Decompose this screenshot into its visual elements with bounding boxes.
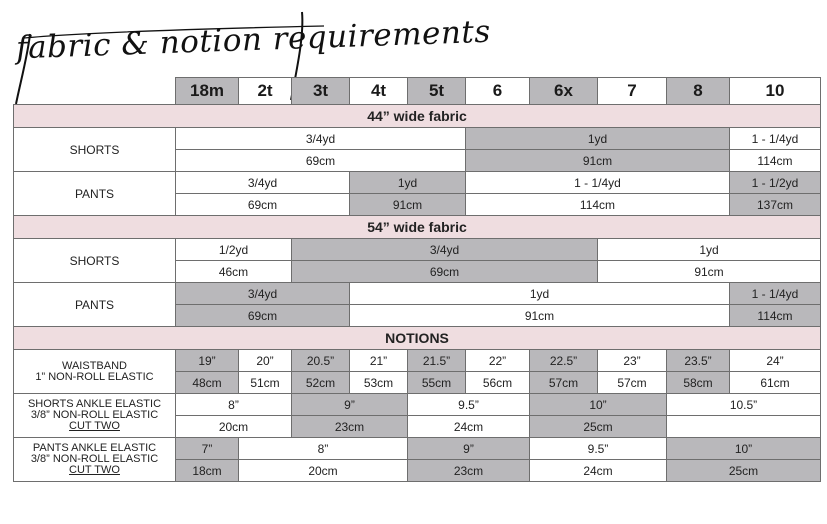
value-cell: 69cm — [176, 194, 350, 216]
row-label — [14, 283, 176, 327]
section-header-row — [14, 105, 821, 128]
value-cell: 46cm — [176, 261, 292, 283]
value-cell: 8” — [176, 394, 292, 416]
page-title: fabric & notion requirements — [15, 13, 492, 67]
row-label-line: 3/8” NON-ROLL ELASTIC — [30, 409, 159, 421]
row-label — [14, 438, 176, 482]
section-title: 44” wide fabric — [14, 105, 821, 128]
value-cell: 61cm — [730, 372, 821, 394]
row-label-line: PANTS — [74, 297, 115, 312]
value-cell: 20cm — [176, 416, 292, 438]
size-header-row — [14, 78, 821, 105]
value-cell: 1 - 1/4yd — [730, 128, 821, 150]
value-cell: 21” — [350, 350, 408, 372]
value-cell: 52cm — [292, 372, 350, 394]
value-cell: 137cm — [730, 194, 821, 216]
value-cell: 24” — [730, 350, 821, 372]
value-cell — [667, 416, 821, 438]
value-cell: 1yd — [598, 239, 821, 261]
size-header-18m: 18m — [176, 78, 239, 105]
value-cell: 20.5” — [292, 350, 350, 372]
section-header-row — [14, 216, 821, 239]
row-label-line: SHORTS ANKLE ELASTIC — [27, 398, 162, 410]
value-cell: 20” — [239, 350, 292, 372]
value-cell: 9” — [408, 438, 530, 460]
value-cell: 10” — [667, 438, 821, 460]
row-label-line: 3/8” NON-ROLL ELASTIC — [30, 453, 159, 465]
size-header-6: 6 — [466, 78, 530, 105]
row-label — [14, 172, 176, 216]
value-cell: 1 - 1/2yd — [730, 172, 821, 194]
value-cell: 3/4yd — [176, 283, 350, 305]
requirements-table — [13, 77, 821, 482]
row-label — [14, 350, 176, 394]
section-header-row — [14, 327, 821, 350]
value-cell: 23cm — [292, 416, 408, 438]
section-title: NOTIONS — [14, 327, 821, 350]
value-cell: 51cm — [239, 372, 292, 394]
size-header-2t: 2t — [239, 78, 292, 105]
row-label — [14, 239, 176, 283]
value-cell: 53cm — [350, 372, 408, 394]
value-cell: 25cm — [667, 460, 821, 482]
size-header-8: 8 — [667, 78, 730, 105]
value-cell: 24cm — [408, 416, 530, 438]
value-cell: 18cm — [176, 460, 239, 482]
value-cell: 91cm — [598, 261, 821, 283]
row-label-line: WAISTBAND — [62, 359, 127, 372]
value-cell: 23cm — [408, 460, 530, 482]
size-header-6x: 6x — [530, 78, 598, 105]
row-label-line: CUT TWO — [69, 420, 120, 432]
value-cell: 20cm — [239, 460, 408, 482]
value-cell: 48cm — [176, 372, 239, 394]
value-cell: 3/4yd — [176, 128, 466, 150]
value-cell: 1 - 1/4yd — [730, 283, 821, 305]
value-cell: 114cm — [730, 305, 821, 327]
value-cell: 58cm — [667, 372, 730, 394]
value-cell: 7” — [176, 438, 239, 460]
table-body — [14, 78, 821, 482]
row-label-line: SHORTS — [69, 142, 120, 157]
table-row — [14, 394, 821, 416]
table-row — [14, 438, 821, 460]
size-header-7: 7 — [598, 78, 667, 105]
value-cell: 1 - 1/4yd — [466, 172, 730, 194]
row-label-line: PANTS ANKLE ELASTIC — [32, 442, 157, 454]
value-cell: 23” — [598, 350, 667, 372]
value-cell: 55cm — [408, 372, 466, 394]
value-cell: 24cm — [530, 460, 667, 482]
value-cell: 21.5” — [408, 350, 466, 372]
value-cell: 9.5” — [408, 394, 530, 416]
value-cell: 69cm — [176, 150, 466, 172]
size-header-5t: 5t — [408, 78, 466, 105]
table-row — [14, 283, 821, 305]
value-cell: 22.5” — [530, 350, 598, 372]
row-label-line: PANTS — [74, 186, 115, 201]
size-header-3t: 3t — [292, 78, 350, 105]
value-cell: 19” — [176, 350, 239, 372]
table-row — [14, 350, 821, 372]
value-cell: 3/4yd — [176, 172, 350, 194]
value-cell: 57cm — [530, 372, 598, 394]
value-cell: 8” — [239, 438, 408, 460]
table-row — [14, 128, 821, 150]
header-blank-cell — [14, 78, 176, 105]
value-cell: 1yd — [350, 172, 466, 194]
value-cell: 56cm — [466, 372, 530, 394]
section-title: 54” wide fabric — [14, 216, 821, 239]
value-cell: 69cm — [176, 305, 350, 327]
value-cell: 10.5” — [667, 394, 821, 416]
row-label-line: SHORTS — [69, 253, 120, 268]
value-cell: 9” — [292, 394, 408, 416]
value-cell: 22” — [466, 350, 530, 372]
value-cell: 1yd — [350, 283, 730, 305]
table-row — [14, 239, 821, 261]
row-label-line: CUT TWO — [69, 464, 120, 476]
row-label — [14, 128, 176, 172]
value-cell: 9.5” — [530, 438, 667, 460]
value-cell: 3/4yd — [292, 239, 598, 261]
value-cell: 114cm — [466, 194, 730, 216]
size-header-4t: 4t — [350, 78, 408, 105]
value-cell: 10” — [530, 394, 667, 416]
value-cell: 91cm — [350, 305, 730, 327]
value-cell: 91cm — [350, 194, 466, 216]
value-cell: 23.5” — [667, 350, 730, 372]
value-cell: 57cm — [598, 372, 667, 394]
row-label-line: 1” NON-ROLL ELASTIC — [35, 370, 154, 383]
row-label — [14, 394, 176, 438]
value-cell: 1/2yd — [176, 239, 292, 261]
table-row — [14, 172, 821, 194]
size-header-10: 10 — [730, 78, 821, 105]
value-cell: 25cm — [530, 416, 667, 438]
value-cell: 114cm — [730, 150, 821, 172]
value-cell: 91cm — [466, 150, 730, 172]
value-cell: 69cm — [292, 261, 598, 283]
value-cell: 1yd — [466, 128, 730, 150]
